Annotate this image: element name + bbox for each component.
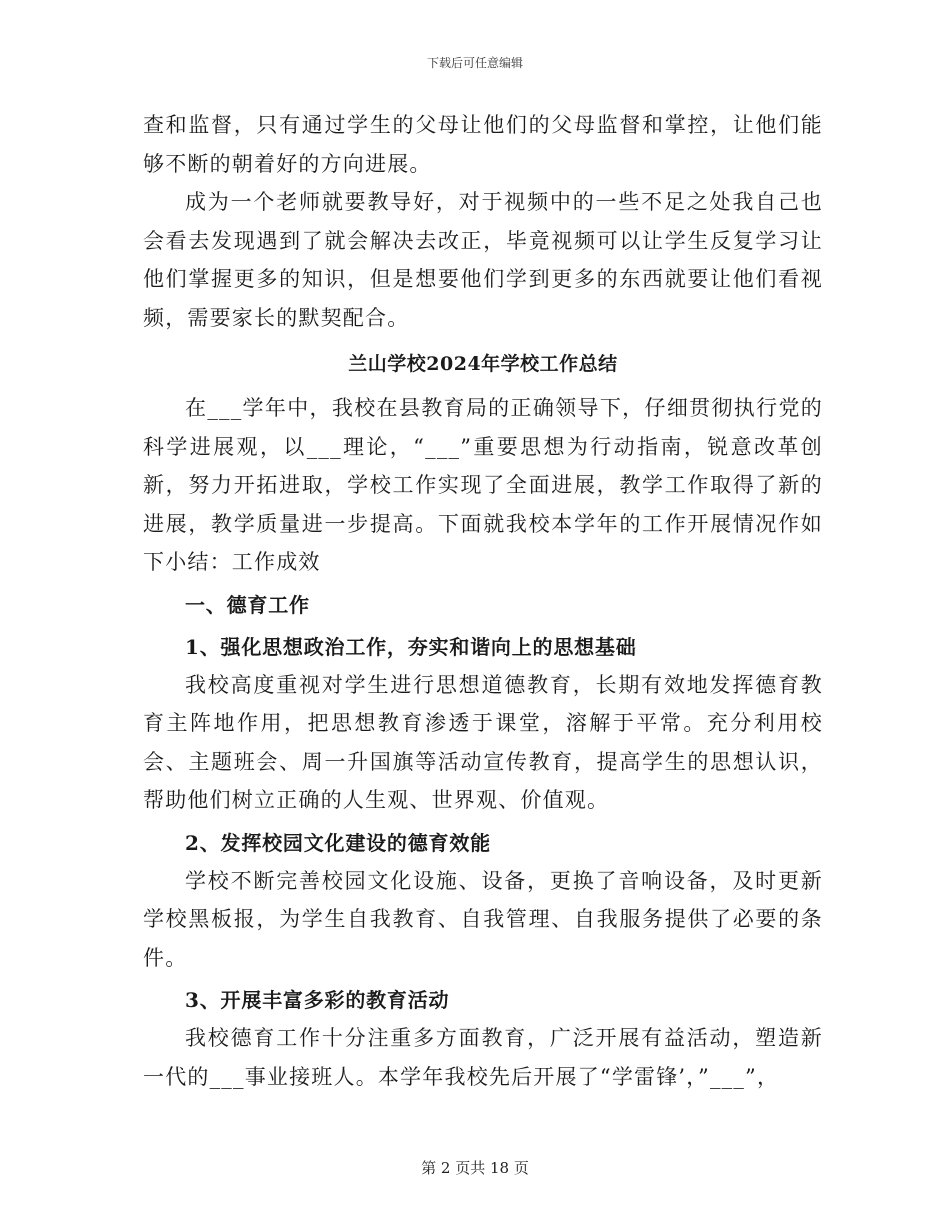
- paragraph-intro: 在___学年中，我校在县教育局的正确领导下，仔细贯彻执行党的科学进展观，以___理论，“___”重要思想为行动指南，锐意改革创新，努力开拓进取，学校工作实现了全面进展，教学工作取得了新的进展，教学质量进一步提高。下面就我校本学年的工作开展情况作如下小结：工作成效: [143, 396, 823, 574]
- paragraph-moral-education: 我校高度重视对学生进行思想道德教育，长期有效地发挥德育教育主阵地作用，把思想教育渗透于课堂，溶解于平常。充分利用校会、主题班会、周一升国旗等活动宣传教育，提高学生的思想认识，帮助他们树立正确的人生观、世界观、价值观。: [143, 672, 823, 812]
- header-note: 下载后可任意编辑: [426, 56, 523, 70]
- paragraph-activities: 我校德育工作十分注重多方面教育，广泛开展有益活动，塑造新一代的___事业接班人。本学年我校先后开展了“学雷锋’，”___”，: [143, 1026, 823, 1089]
- document-title: 兰山学校2024年学校工作总结: [348, 353, 618, 375]
- subheading-3: 3、开展丰富多彩的教育活动: [185, 988, 450, 1012]
- section-heading-moral: 一、德育工作: [185, 592, 310, 617]
- subheading-1: 1、强化思想政治工作，夯实和谐向上的思想基础: [185, 634, 637, 659]
- paragraph-teacher: 成为一个老师就要教导好，对于视频中的一些不足之处我自己也会看去发现遇到了就会解决去改正，毕竟视频可以让学生反复学习让他们掌握更多的知识，但是想要他们学到更多的东西就要让他们看视频，需要家长的默契配合。: [143, 190, 823, 330]
- document-body: [143, 106, 823, 1096]
- paragraph-campus-culture: 学校不断完善校园文化设施、设备，更换了音响设备，及时更新学校黑板报，为学生自我教育、自我管理、自我服务提供了必要的条件。: [143, 868, 823, 970]
- paragraph-continued: 查和监督，只有通过学生的父母让他们的父母监督和掌控，让他们能够不断的朝着好的方向进展。: [143, 113, 823, 176]
- subheading-2: 2、发挥校园文化建设的德育效能: [185, 830, 491, 855]
- page-footer: 第 2 页共 18 页: [421, 1159, 529, 1177]
